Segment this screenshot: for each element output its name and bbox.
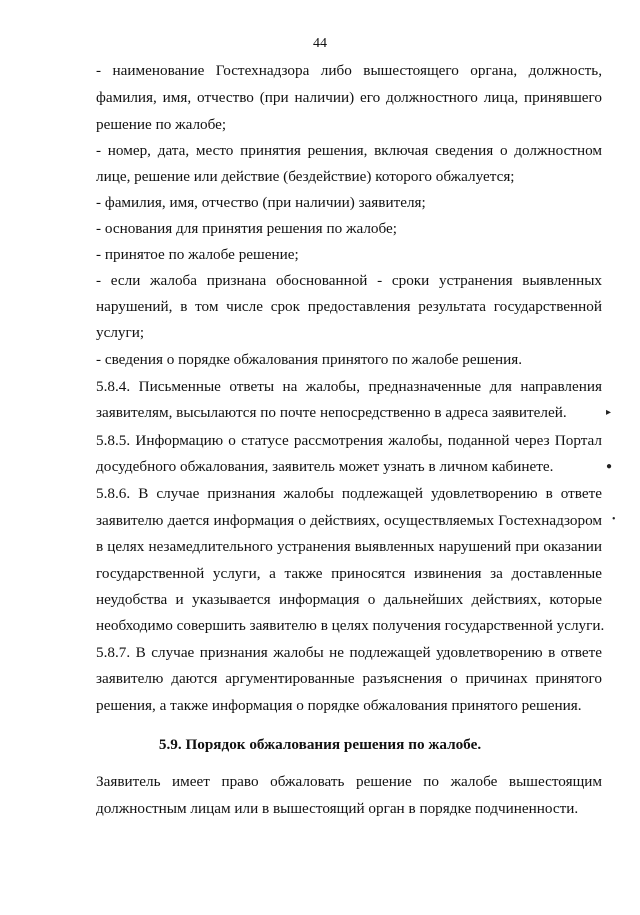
text-line: решение по жалобе; bbox=[96, 116, 227, 133]
text-line: лице, решение или действие (бездействие) которого обжалуется; bbox=[96, 168, 515, 185]
text-line: фамилия, имя, отчество (при наличии) его должностного лица, принявшего bbox=[96, 89, 602, 106]
text-line: - сведения о порядке обжалования принятого по жалобе решения. bbox=[96, 351, 523, 368]
text-line: государственной услуги, а также приносятся извинения за доставленные bbox=[96, 565, 602, 582]
text-line: должностным лицам или в вышестоящий орган в порядке подчиненности. bbox=[96, 800, 579, 817]
text-line: 5.8.6. В случае признания жалобы подлежащей удовлетворению в ответе bbox=[96, 485, 602, 502]
text-line: - фамилия, имя, отчество (при наличии) заявителя; bbox=[96, 194, 426, 211]
text-line: - принятое по жалобе решение; bbox=[96, 246, 299, 263]
text-line: 5.8.5. Информацию о статусе рассмотрения жалобы, поданной через Портал bbox=[96, 432, 602, 449]
text-line: в целях незамедлительного устранения выявленных нарушений при оказании bbox=[96, 538, 602, 555]
text-line: досудебного обжалования, заявитель может узнать в личном кабинете. bbox=[96, 458, 554, 475]
scan-mark: ▸ bbox=[606, 407, 612, 418]
scan-mark: ● bbox=[606, 461, 613, 472]
text-line: 5.8.4. Письменные ответы на жалобы, предназначенные для направления bbox=[96, 378, 602, 395]
text-line: заявителям, высылаются по почте непосредственно в адреса заявителей. bbox=[96, 404, 567, 421]
page-number: 44 bbox=[313, 36, 327, 51]
text-line: нарушений, в том числе срок предоставления результата государственной bbox=[96, 298, 602, 315]
text-line: 5.8.7. В случае признания жалобы не подлежащей удовлетворению в ответе bbox=[96, 644, 602, 661]
text-line: услуги; bbox=[96, 324, 145, 341]
section-heading: 5.9. Порядок обжалования решения по жалобе. bbox=[158, 736, 482, 753]
text-line: решения, а также информация о порядке обжалования принятого решения. bbox=[96, 697, 582, 714]
text-line: - основания для принятия решения по жалобе; bbox=[96, 220, 397, 237]
text-line: - наименование Гостехнадзора либо вышестоящего органа, должность, bbox=[96, 62, 602, 79]
text-line: - если жалоба признана обоснованной - сроки устранения выявленных bbox=[96, 272, 602, 289]
text-line: неудобства и указывается информация о дальнейших действиях, которые bbox=[96, 591, 602, 608]
text-line: необходимо совершить заявителю в целях получения государственной услуги. bbox=[96, 617, 605, 634]
text-line: Заявитель имеет право обжаловать решение по жалобе вышестоящим bbox=[96, 773, 602, 790]
text-line: - номер, дата, место принятия решения, включая сведения о должностном bbox=[96, 142, 602, 159]
text-line: заявителю дается информация о действиях, осуществляемых Гостехнадзором bbox=[96, 512, 602, 529]
text-line: заявителю даются аргументированные разъяснения о причинах принятого bbox=[96, 670, 602, 687]
scan-mark: • bbox=[612, 514, 616, 525]
